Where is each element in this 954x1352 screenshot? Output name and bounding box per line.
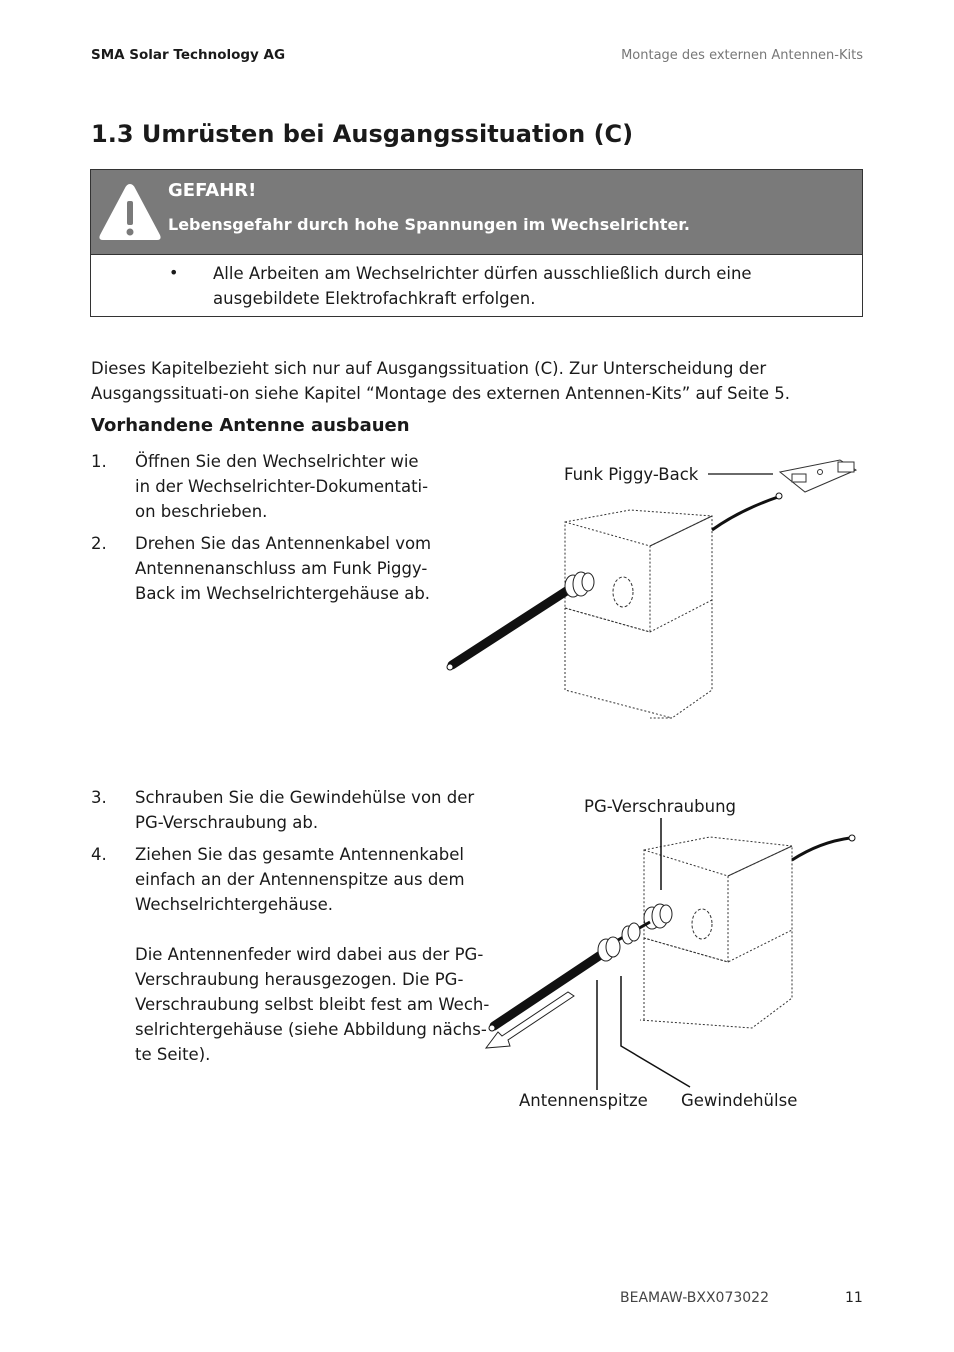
danger-box <box>90 169 863 317</box>
figure-antenna-removal <box>440 450 870 730</box>
step-line: Ziehen Sie das gesamte Antennenkabel <box>135 845 464 864</box>
danger-header <box>91 170 862 254</box>
note-line: te Seite). <box>135 1045 211 1064</box>
label-gewindehuelse: Gewindehülse <box>681 1091 798 1110</box>
label-pg-verschraubung: PG-Verschraubung <box>584 797 737 816</box>
danger-item: Alle Arbeiten am Wechselrichter dürfen ausschließlich durch eine ausgebildete Elektrofachkraft erfolgen. <box>213 264 752 308</box>
note-line: selrichtergehäuse (siehe Abbildung nächs- <box>135 1020 487 1039</box>
step-number: 3. <box>91 788 107 807</box>
bullet-icon: • <box>169 263 179 282</box>
note-line: Verschraubung selbst bleibt fest am Wech- <box>135 995 490 1014</box>
step-line: einfach an der Antennenspitze aus dem <box>135 870 465 889</box>
step-text <box>135 449 428 524</box>
danger-label: GEFAHR! <box>168 180 257 201</box>
step-text <box>135 842 465 917</box>
step-line: Wechselrichtergehäuse. <box>135 895 334 914</box>
step-line: Öffnen Sie den Wechselrichter wie <box>135 452 419 471</box>
step-line: Schrauben Sie die Gewindehülse von der <box>135 788 475 807</box>
step-number: 4. <box>91 845 107 864</box>
step-number: 1. <box>91 452 107 471</box>
page-title: 1.3 Umrüsten bei Ausgangssituation (C) <box>91 120 634 148</box>
danger-body <box>91 254 862 316</box>
danger-subtitle: Lebensgefahr durch hohe Spannungen im Wechselrichter. <box>168 215 690 234</box>
header-company: SMA Solar Technology AG <box>91 47 286 63</box>
label-funk-piggy-back: Funk Piggy-Back <box>564 465 699 484</box>
step-number: 2. <box>91 534 107 553</box>
figure-pg-screw <box>470 790 870 1120</box>
step-line: on beschrieben. <box>135 502 268 521</box>
warning-triangle-icon <box>97 179 163 245</box>
intro-paragraph: Dieses Kapitelbezieht sich nur auf Ausgangssituation (C). Zur Unterscheidung der Ausgangssituati-on siehe Kapitel “Montage des externen Antennen-Kits” auf Seite 5. <box>91 359 790 403</box>
note-line: Verschraubung herausgezogen. Die PG- <box>135 970 464 989</box>
step-4-note <box>135 942 489 1067</box>
step-text <box>135 531 431 606</box>
step-line: PG-Verschraubung ab. <box>135 813 319 832</box>
step-text <box>135 785 474 835</box>
header-section: Montage des externen Antennen-Kits <box>621 48 863 63</box>
step-line: Back im Wechselrichtergehäuse ab. <box>135 584 431 603</box>
footer-page-number: 11 <box>845 1290 863 1306</box>
step-line: Antennenanschluss am Funk Piggy- <box>135 559 428 578</box>
section-subheading: Vorhandene Antenne ausbauen <box>91 415 410 436</box>
footer-doc-code: BEAMAW-BXX073022 <box>620 1290 769 1306</box>
step-line: in der Wechselrichter-Dokumentati- <box>135 477 429 496</box>
label-antennenspitze: Antennenspitze <box>519 1091 648 1110</box>
step-line: Drehen Sie das Antennenkabel vom <box>135 534 432 553</box>
note-line: Die Antennenfeder wird dabei aus der PG- <box>135 945 484 964</box>
